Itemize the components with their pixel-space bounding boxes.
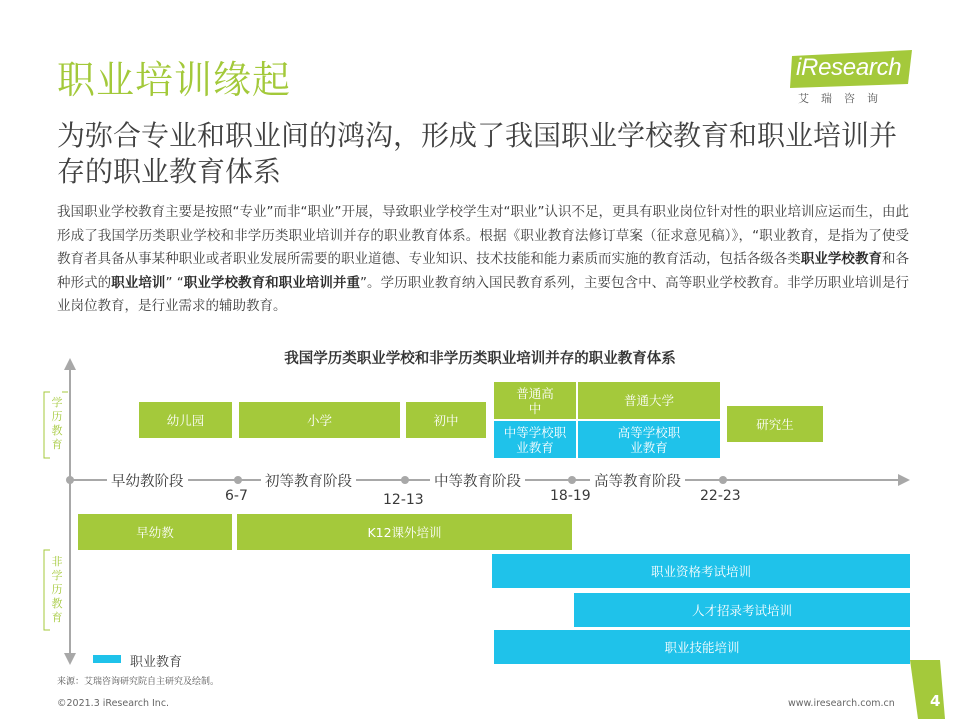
k12-training-box: K12课外培训 — [237, 514, 572, 550]
source-note: 来源：艾瑞咨询研究院自主研究及绘制。 — [57, 677, 220, 687]
website: www.iresearch.com.cn — [788, 698, 895, 709]
higher-vocational-box: 高等学校职业教育 — [578, 421, 720, 458]
age-marker: 12-13 — [383, 492, 424, 508]
early-training-box: 早幼教 — [78, 514, 232, 550]
academic-vertical-label: 学历教育 — [51, 396, 63, 451]
logo-brand: iResearch — [796, 54, 902, 81]
stage-early: 早幼教阶段 — [107, 470, 188, 491]
stage-secondary: 中等教育阶段 — [430, 470, 525, 491]
age-marker: 18-19 — [550, 488, 591, 504]
stage-higher: 高等教育阶段 — [590, 470, 685, 491]
page-title: 职业培训缘起 — [57, 58, 292, 102]
kindergarten-box: 幼儿园 — [139, 402, 232, 438]
recruitment-training-box: 人才招录考试培训 — [574, 593, 910, 627]
legend-swatch — [93, 655, 121, 663]
page-number: 4 — [930, 692, 941, 710]
stage-primary: 初等教育阶段 — [261, 470, 356, 491]
logo-sub: 艾瑞咨询 — [798, 92, 890, 105]
qualification-training-box: 职业资格考试培训 — [492, 554, 910, 588]
university-box: 普通大学 — [578, 382, 720, 419]
page-subtitle: 为弥合专业和职业间的鸿沟，形成了我国职业学校教育和职业培训并存的职业教育体系 — [57, 119, 898, 188]
graduate-box: 研究生 — [727, 406, 823, 442]
primary-school-box: 小学 — [239, 402, 400, 438]
non-academic-vertical-label: 非学历教育 — [51, 555, 63, 624]
senior-general-box: 普通高中 — [494, 382, 576, 419]
copyright: ©2021.3 iResearch Inc. — [57, 698, 170, 709]
junior-high-box: 初中 — [406, 402, 486, 438]
skills-training-box: 职业技能培训 — [494, 630, 910, 664]
age-marker: 6-7 — [225, 488, 248, 504]
body-paragraph: 我国职业学校教育主要是按照“专业”而非“职业”开展，导致职业学校学生对“职业”认识不足，更具有职业岗位针对性的职业培训应运而生，由此形成了我国学历类职业学校和非学历类职业培训并存的职业教育体系。根据《职业教育法修订草案（征求意见稿）》，“职业教育，是指为了使受教育者具备从事某种职业或者职业发展所需要的职业道德、专业知识、技术技能和能力素质而实施的教育活动，包括各级各类职业学校教育和各种形式的职业培训” “职业学校教育和职业培训并重”。学历职业教育纳入国民教育系列，主要包含中、高等职业学校教育。非学历职业培训是行业岗位教育，是行业需求的辅助教育。 — [57, 204, 910, 315]
secondary-vocational-box: 中等学校职业教育 — [494, 421, 576, 458]
legend-label: 职业教育 — [130, 655, 183, 670]
diagram-title: 我国学历类职业学校和非学历类职业培训并存的职业教育体系 — [284, 351, 676, 367]
age-marker: 22-23 — [700, 488, 741, 504]
